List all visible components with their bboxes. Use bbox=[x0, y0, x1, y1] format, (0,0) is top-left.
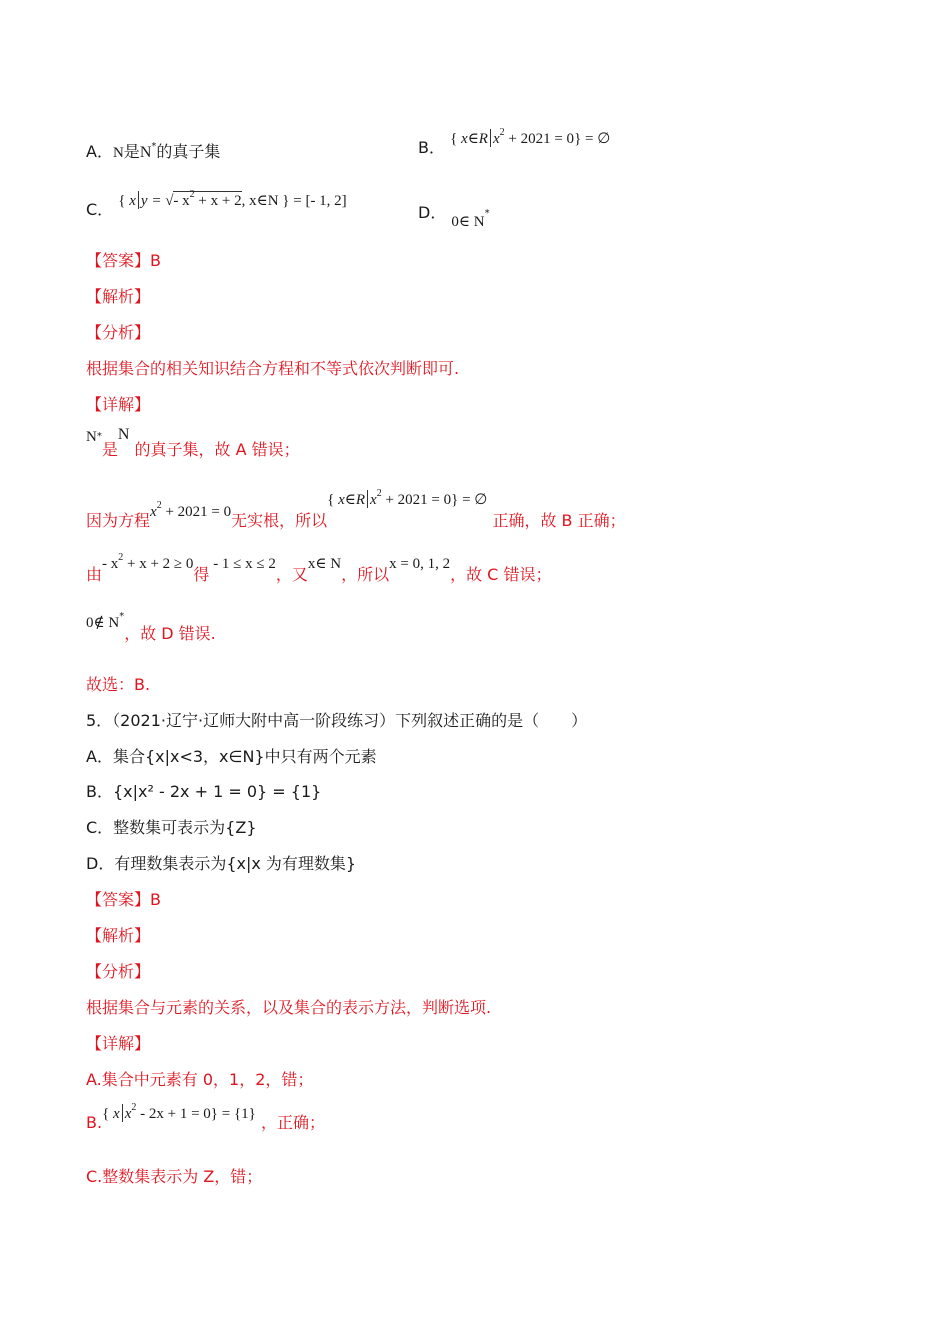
choice-text: 故选：B. bbox=[86, 675, 151, 694]
xiangjie-label: 【详解】 bbox=[86, 395, 151, 414]
q5-jiexi-label: 【解析】 bbox=[86, 926, 151, 945]
analysis-text: 根据集合的相关知识结合方程和不等式依次判断即可. bbox=[86, 359, 460, 378]
option-b: B． { x∈R $x^2 + 2021 = 0$} = ∅ bbox=[418, 127, 611, 157]
q5-detail-a: A.集合中元素有 0，1，2，错； bbox=[86, 1070, 314, 1089]
detail-line-4: 0∉ N*，故 D 错误. bbox=[86, 611, 216, 643]
answer-label: 【答案】B bbox=[86, 251, 161, 270]
q5-option-a: A．集合{x|x<3，x∈N}中只有两个元素 bbox=[86, 747, 377, 766]
option-d: D． 0∈ N* bbox=[418, 203, 490, 230]
detail-line-3: 由- $x^2 + x + 2 \ge 0$得 - 1 ≤ x ≤ 2，又x∈ N，所以x = 0, 1, 2，故 C 错误； bbox=[86, 552, 552, 584]
q5-answer-label: 【答案】B bbox=[86, 890, 161, 909]
q5-detail-c: C.整数集表示为 Z，错； bbox=[86, 1167, 263, 1186]
q5-option-b: B．{x|x² - 2x + 1 = 0} = {1} bbox=[86, 782, 322, 801]
option-a: A．N是N*的真子集 bbox=[86, 141, 221, 161]
jiexi-label: 【解析】 bbox=[86, 287, 151, 306]
q5-fenxi-label: 【分析】 bbox=[86, 962, 151, 981]
option-c: C． { x y = √- $x^2 + x + 2$, x∈N } = [- 1, 2] bbox=[86, 189, 347, 219]
fenxi-label: 【分析】 bbox=[86, 323, 151, 342]
q5-option-c: C．整数集可表示为{Z} bbox=[86, 818, 257, 837]
detail-line-2: 因为方程$x^2 + 2021 = 0$无实根，所以{ x∈R $x^2 + 2021 = 0$} = ∅ 正确，故 B 正确； bbox=[86, 488, 626, 530]
q5-analysis-text: 根据集合与元素的关系，以及集合的表示方法，判断选项. bbox=[86, 998, 492, 1017]
detail-line-1: N*是N 的真子集，故 A 错误； bbox=[86, 426, 300, 459]
q5-detail-b: B.{ x $x^2 - 2x + 1 = 0\} = \{1\}$ ，正确； bbox=[86, 1102, 325, 1132]
q5-stem: 5．（2021·辽宁·辽师大附中高一阶段练习）下列叙述正确的是（ ） bbox=[86, 711, 588, 730]
q5-option-d: D．有理数集表示为{x|x 为有理数集} bbox=[86, 854, 357, 873]
q5-xiangjie-label: 【详解】 bbox=[86, 1034, 151, 1053]
